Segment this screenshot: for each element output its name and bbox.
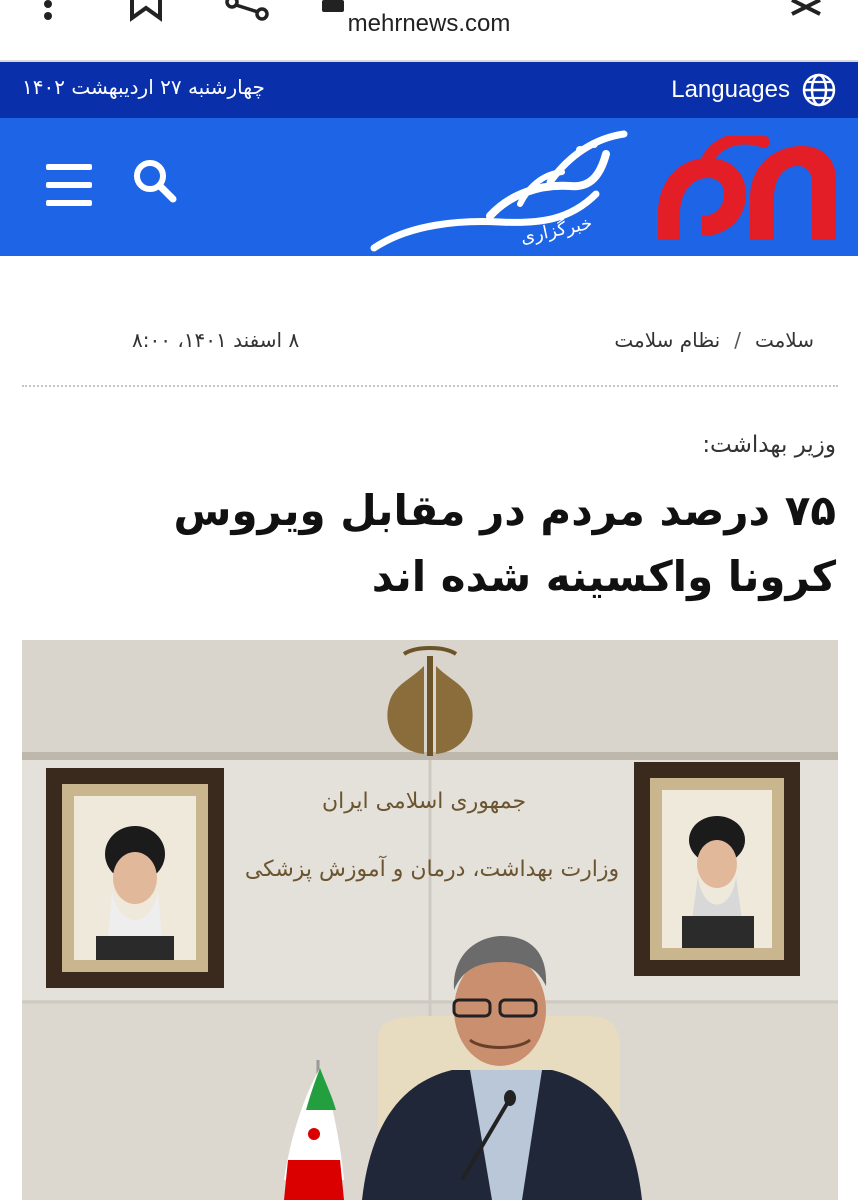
wall-text-line-1: جمهوری اسلامی ایران [321,789,527,814]
url-bar[interactable]: mehrnews.com [347,10,511,37]
article-meta [22,322,836,362]
close-icon[interactable] [788,0,824,20]
divider [22,385,838,387]
browser-toolbar [0,0,858,62]
lead-title: وزیر بهداشت: [702,432,836,458]
logo-subtitle: خبرگزاری [518,212,595,249]
breadcrumb [614,328,814,352]
site-logo[interactable] [370,124,840,252]
globe-icon [802,73,836,107]
logo-emblem [650,136,840,246]
top-strip [0,62,858,118]
portrait-right [634,762,800,976]
search-icon[interactable] [130,156,180,206]
site-header [0,118,858,256]
portrait-left [46,768,224,988]
breadcrumb-item-health[interactable]: سلامت [754,328,814,352]
languages-label: Languages [671,76,790,103]
menu-icon[interactable] [40,158,96,216]
breadcrumb-separator: / [734,328,741,352]
current-date: چهارشنبه ۲۷ اردیبهشت ۱۴۰۲ [22,75,265,99]
languages-button[interactable] [671,70,836,110]
article-photo[interactable] [22,640,838,1200]
breadcrumb-item-health-system[interactable]: نظام سلامت [614,328,721,352]
article-headline[interactable]: ۷۵ درصد مردم در مقابل ویروس کرونا واکسینه شده اند [173,486,836,601]
publish-date: ۸ اسفند ۱۴۰۱، ۸:۰۰ [132,328,300,352]
wall-text-line-2: وزارت بهداشت، درمان و آموزش پزشکی [244,857,620,882]
